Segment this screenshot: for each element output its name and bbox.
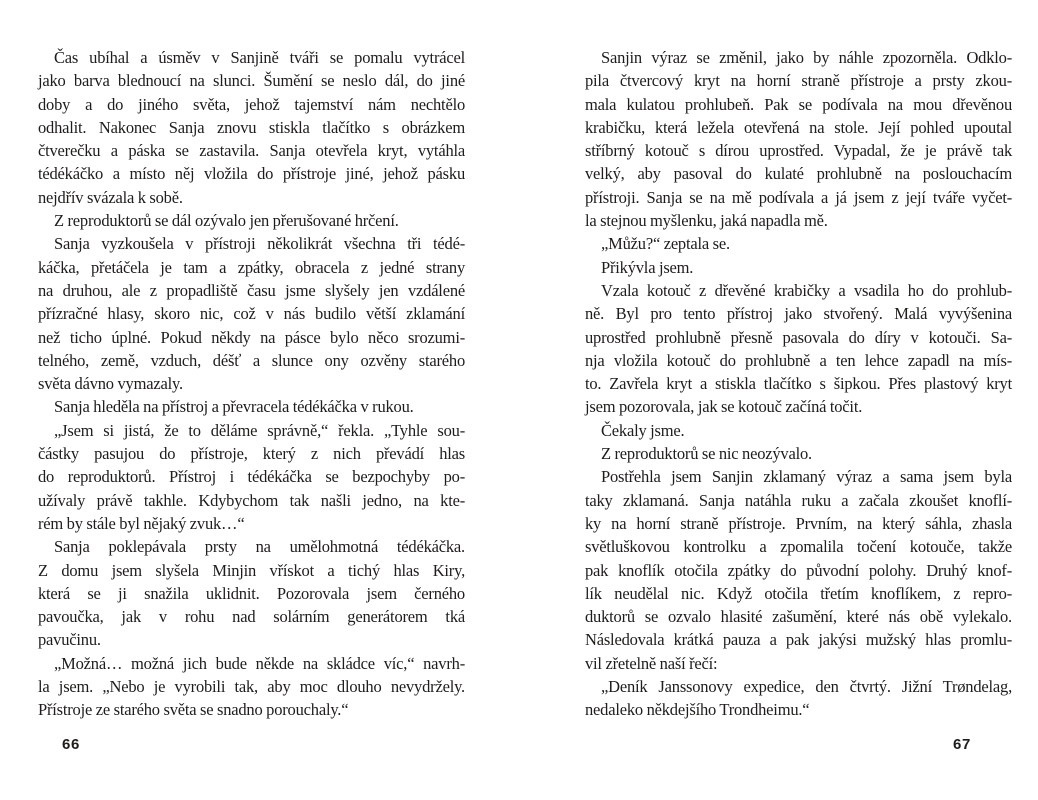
text-line: pak knoflík otočila zpátky do původní polohy. Druhý knof-	[585, 560, 1012, 580]
text-line: duktorů se ozvalo hlasité zašumění, které nás obě vylekalo.	[585, 607, 1012, 627]
text-line: mala kulatou prohlubeň. Pak se podívala na mou dřevěnou	[585, 94, 1012, 114]
text-line: krabičku, která ležela otevřená na stole. Její pohled upoutal	[585, 117, 1012, 137]
text-line: jako barva blednoucí na slunci. Šumění se neslo dál, do jiné	[38, 71, 465, 91]
page-number-right: 67	[953, 736, 971, 753]
text-line: nedaleko někdejšího Trondheimu.“	[585, 700, 810, 720]
text-line: telného, země, vzduch, déšť a slunce ony ozvěny starého	[38, 350, 465, 370]
text-line: káčka, přetáčela je tam a zpátky, obracela z jedné strany	[38, 257, 465, 277]
text-line: ky na horní straně přístroje. Prvním, na který sáhla, zhasla	[585, 513, 1012, 533]
text-line: Postřehla jsem Sanjin zklamaný výraz a sama jsem byla	[601, 467, 1012, 487]
text-line: „Možná… možná jich bude někde na skládce víc,“ navrh-	[54, 653, 465, 673]
text-line: „Jsem si jistá, že to děláme správně,“ řekla. „Tyhle sou-	[54, 420, 465, 440]
text-line: „Deník Janssonovy expedice, den čtvrtý. Jižní Trøndelag,	[601, 677, 1012, 697]
text-line: Sanja poklepávala prsty na umělohmotná tédékáčka.	[54, 537, 465, 557]
text-line: rém by stále byl nějaký zvuk…“	[38, 513, 245, 533]
text-line: Vzala kotouč z dřevěné krabičky a vsadila ho do prohlub-	[601, 280, 1012, 300]
text-line: částky pasujou do přístroje, který z nich převádí hlas	[38, 444, 465, 464]
text-line: odhalit. Nakonec Sanja znovu stiskla tlačítko s obrázkem	[38, 117, 465, 137]
text-line: doby a do jiného světa, jehož tajemství nám nechtělo	[38, 94, 465, 114]
paragraph	[585, 675, 1012, 722]
paragraph	[38, 652, 465, 722]
text-line: přístroji. Sanja se na mě podívala a já jsem z její tváře vyčet-	[585, 187, 1012, 207]
text-line: la stejnou myšlenku, jaká napadla mě.	[585, 211, 828, 231]
paragraph	[38, 209, 465, 232]
text-line: Z reproduktorů se nic neozývalo.	[601, 444, 812, 464]
page-number-left: 66	[62, 736, 80, 753]
paragraph	[38, 232, 465, 395]
text-line: Čas ubíhal a úsměv v Sanjině tváři se pomalu vytrácel	[54, 48, 465, 67]
text-line: pila čtvercový kryt na horní straně přístroje a prsty zkou-	[585, 71, 1012, 91]
paragraph	[585, 232, 1012, 255]
text-line: velký, aby pasoval do kulaté prohlubně na poslouchacím	[585, 164, 1012, 184]
paragraph	[585, 419, 1012, 442]
text-line: Sanja vyzkoušela v přístroji několikrát všechna tři tédé-	[54, 234, 465, 254]
text-line: na druhou, ale z propadliště času jsme slyšely jen vzdálené	[38, 280, 465, 300]
paragraph	[38, 535, 465, 651]
text-line: pavučinu.	[38, 630, 101, 650]
text-line: nejdřív svázala k sobě.	[38, 187, 183, 207]
paragraph	[38, 395, 465, 418]
paragraph	[585, 465, 1012, 675]
text-line: do reproduktorů. Přístroj i tédékáčka se bezpochyby po-	[38, 467, 465, 487]
text-line: tédékáčko a místo něj vložila do přístroje jiné, jehož pásku	[38, 164, 465, 184]
text-line: Sanja hleděla na přístroj a převracela tédékáčka v rukou.	[54, 397, 414, 417]
text-line: přízračné hlasy, skoro nic, což v nás budilo větší zklamání	[38, 304, 465, 324]
text-line: taky zklamaná. Sanja natáhla ruku a začala zkoušet knoflí-	[585, 490, 1012, 510]
text-line: Z domu jsem slyšela Minjin vřískot a tichý hlas Kiry,	[38, 560, 465, 580]
text-line: to. Zavřela kryt a stiskla tlačítko s šipkou. Přes plastový kryt	[585, 374, 1012, 394]
page-right-text-block	[585, 46, 1012, 722]
text-line: Přístroje ze starého světa se snadno porouchaly.“	[38, 700, 349, 720]
page-left-text-block	[38, 46, 465, 722]
text-line: ně. Byl pro tento přístroj jako stvořený. Malá vyvýšenina	[585, 304, 1012, 324]
text-line: Čekaly jsme.	[601, 420, 685, 440]
text-line: světluškovou kontrolku a zpomalila točení kotouče, takže	[585, 537, 1012, 557]
text-line: Přikývla jsem.	[601, 257, 694, 277]
text-line: pavoučka, jak v rohu nad solárním generátorem tká	[38, 607, 465, 627]
text-line: Z reproduktorů se dál ozývalo jen přerušované hrčení.	[54, 211, 399, 231]
paragraph	[585, 256, 1012, 279]
text-line: „Můžu?“ zeptala se.	[601, 234, 730, 254]
text-line: jsem pozorovala, jak se kotouč začíná točit.	[585, 397, 863, 417]
text-line: užívaly právě takhle. Kdybychom tak našli jedno, na kte-	[38, 490, 465, 510]
text-line: nja vložila kotouč do prohlubně a ten lehce zapadl na mís-	[585, 350, 1012, 370]
paragraph	[585, 46, 1012, 232]
text-line: uprostřed prohlubně přesně pasovala do díry v kotouči. Sa-	[585, 327, 1012, 347]
paragraph	[38, 46, 465, 209]
text-line: lík neudělal nic. Když otočila třetím knoflíkem, z repro-	[585, 583, 1012, 603]
text-line: Následovala krátká pauza a pak jakýsi mužský hlas promlu-	[585, 630, 1012, 650]
paragraph	[38, 419, 465, 535]
text-line: stříbrný kotouč s dírou uprostřed. Vypadal, že je právě tak	[585, 141, 1012, 161]
text-line: la jsem. „Nebo je vyrobili tak, aby moc dlouho nevydržely.	[38, 677, 465, 697]
text-line: čtverečku a páska se zastavila. Sanja otevřela kryt, vytáhla	[38, 141, 465, 161]
text-line: světa dávno vymazaly.	[38, 374, 183, 394]
text-line: která se ji snažila uklidnit. Pozorovala jsem černého	[38, 583, 465, 603]
paragraph	[585, 279, 1012, 419]
text-line: než ticho úplné. Pokud někdy na pásce bylo něco srozumi-	[38, 327, 465, 347]
text-line: Sanjin výraz se změnil, jako by náhle zpozorněla. Odklo-	[601, 48, 1012, 67]
paragraph	[585, 442, 1012, 465]
text-line: vil zřetelně naší řečí:	[585, 653, 718, 673]
